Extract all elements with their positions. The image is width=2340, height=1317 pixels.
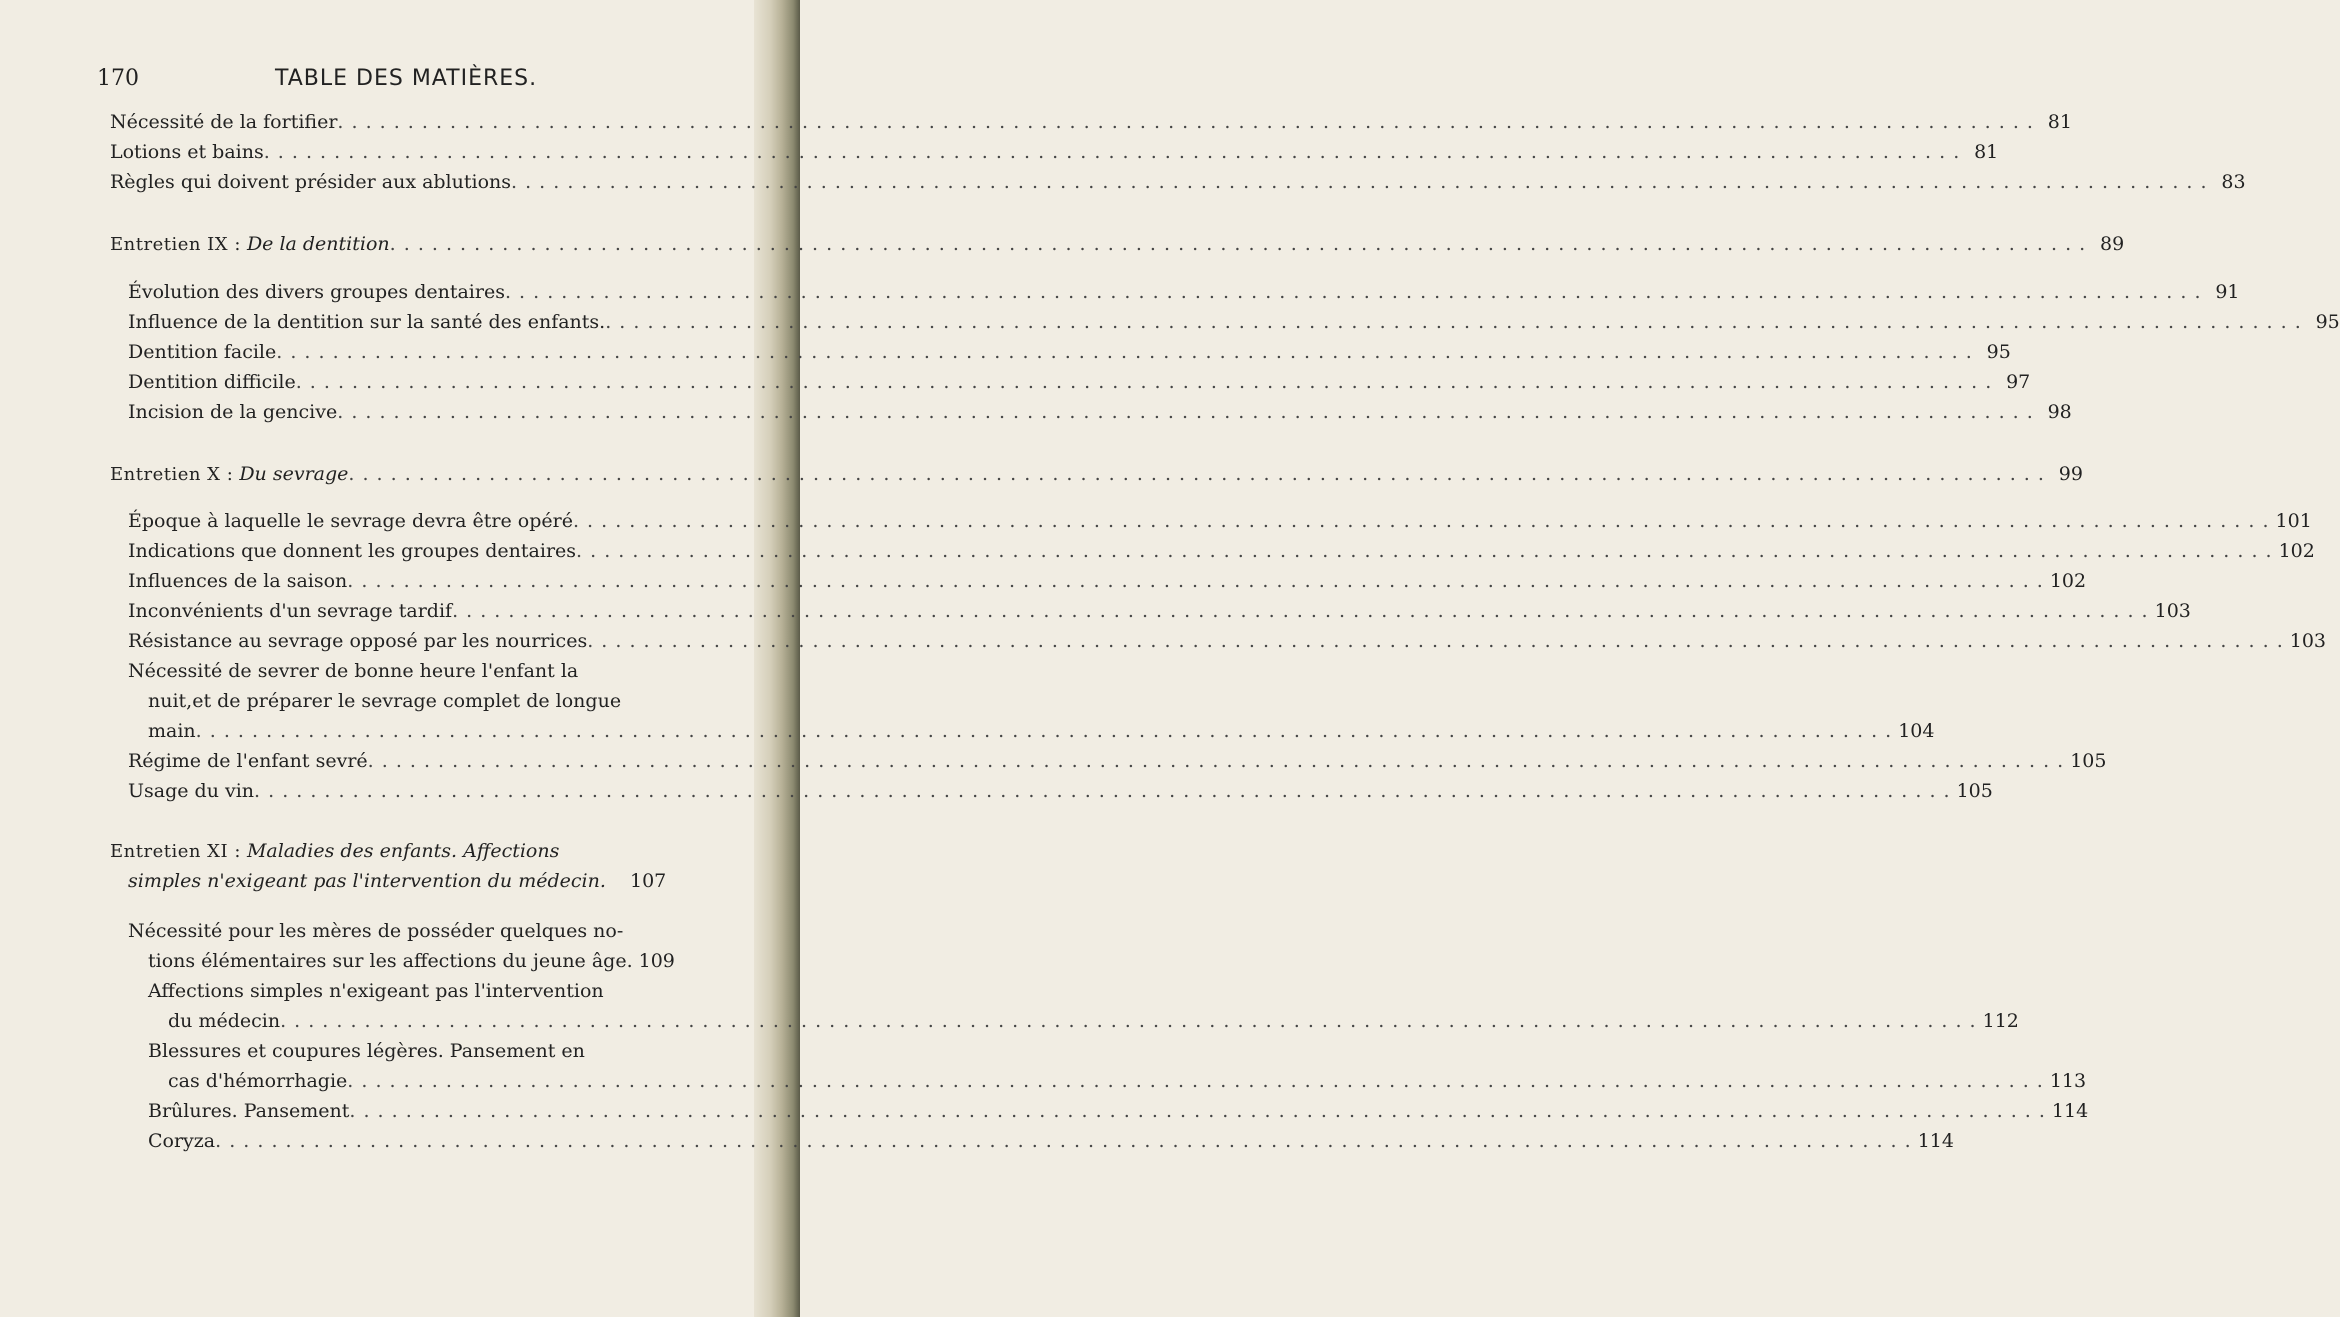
toc-entry-line: nuit,et de préparer le sevrage complet de longue <box>148 690 622 712</box>
chapter-heading-ix: Entretien IX : De la dentition . . . 89 <box>110 233 662 259</box>
toc-entry: tions élémentaires sur les affections du jeune âge. 109 <box>148 950 675 972</box>
chapter-label: Entretien XI : <box>110 841 241 862</box>
toc-entry: Lotions et bains . . . 81 <box>110 141 662 167</box>
toc-entry: Usage du vin . . . 105 <box>128 780 662 806</box>
chapter-heading-xi-cont: simples n'exigeant pas l'intervention du médecin. 107 <box>128 870 667 892</box>
toc-entry: Indications que donnent les groupes dentaires . . . 102 <box>128 540 662 566</box>
chapter-heading-x: Entretien X : Du sevrage . . . 99 <box>110 463 662 489</box>
toc-entry: cas d'hémorrhagie . . . 113 <box>168 1070 662 1096</box>
chapter-heading-xi <box>110 840 559 862</box>
running-title: TABLE DES MATIÈRES. <box>275 66 538 91</box>
toc-entry: Influence de la dentition sur la santé des enfants. . . . 95 <box>128 311 662 337</box>
toc-entry: Inconvénients d'un sevrage tardif . . . 103 <box>128 600 662 626</box>
toc-entry: Dentition difficile . . . 97 <box>128 371 662 397</box>
toc-entry: Influences de la saison . . . 102 <box>128 570 662 596</box>
toc-entry-line: Affections simples n'exigeant pas l'intervention <box>148 980 604 1002</box>
chapter-title: Maladies des enfants. Affections <box>246 840 560 862</box>
chapter-label: Entretien X : <box>110 464 234 485</box>
page-header <box>97 66 697 96</box>
chapter-title: De la dentition <box>246 233 390 255</box>
toc-entry: Résistance au sevrage opposé par les nourrices . . . 103 <box>128 630 662 656</box>
toc-entry: du médecin . . . 112 <box>168 1010 662 1036</box>
toc-entry: Régime de l'enfant sevré . . . 105 <box>128 750 662 776</box>
toc-entry-line: Blessures et coupures légères. Pansement en <box>148 1040 585 1062</box>
toc-entry: Nécessité de la fortifier . . . 81 <box>110 111 662 137</box>
page-number: 170 <box>97 66 139 91</box>
toc-entry: main . . . 104 <box>148 720 662 746</box>
toc-entry: Époque à laquelle le sevrage devra être opéré . . . 101 <box>128 510 662 536</box>
toc-entry-line: Nécessité pour les mères de posséder quelques no- <box>128 920 624 942</box>
chapter-title: Du sevrage <box>239 463 349 485</box>
toc-entry: Dentition facile . . . 95 <box>128 341 662 367</box>
toc-entry: Évolution des divers groupes dentaires . . . 91 <box>128 281 662 307</box>
toc-entry: Brûlures. Pansement . . . 114 <box>148 1100 662 1126</box>
toc-entry-line: Nécessité de sevrer de bonne heure l'enfant la <box>128 660 579 682</box>
toc-entry: Coryza . . . 114 <box>148 1130 662 1156</box>
chapter-label: Entretien IX : <box>110 234 241 255</box>
toc-entry: Règles qui doivent présider aux ablutions . . . 83 <box>110 171 662 197</box>
toc-entry: Incision de la gencive . . . 98 <box>128 401 662 427</box>
